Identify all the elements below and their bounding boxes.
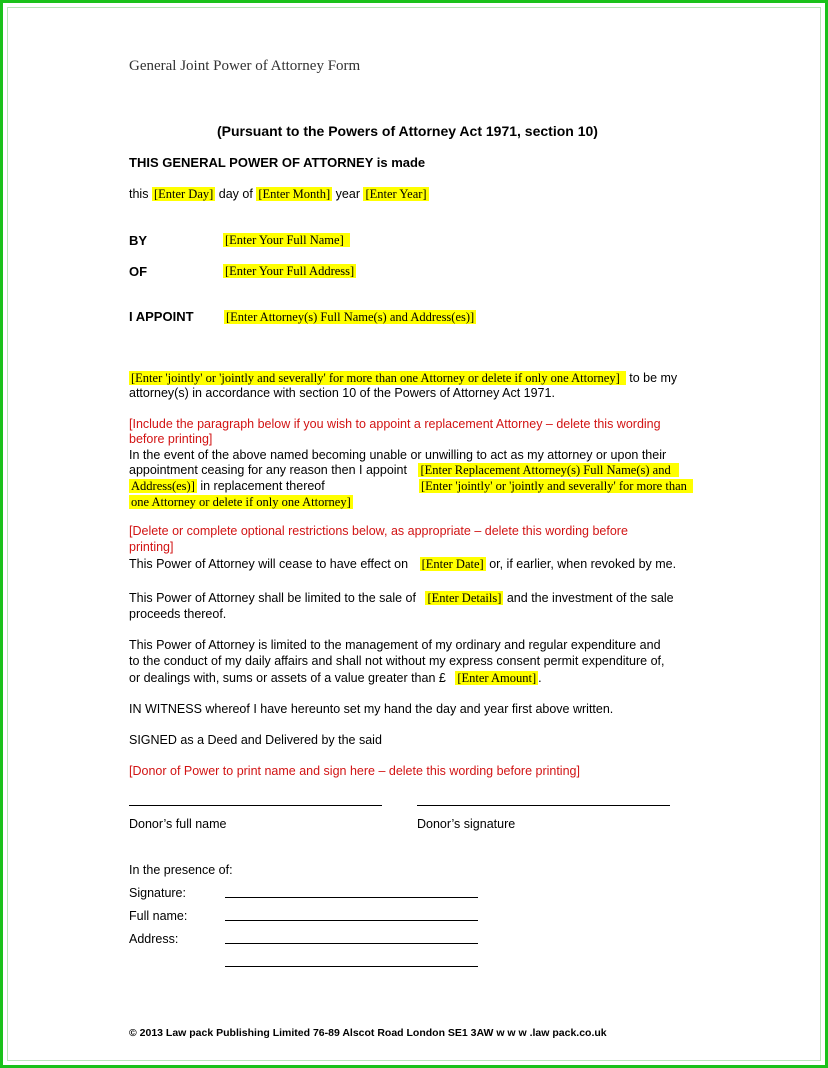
- presence-heading: In the presence of:: [129, 863, 233, 877]
- month-field[interactable]: [Enter Month]: [258, 187, 331, 201]
- replacement-jointly-field[interactable]: [Enter 'jointly' or 'jointly and severally' for more than: [419, 479, 693, 493]
- date-year: year: [335, 187, 360, 201]
- replacement-mid: in replacement thereof: [200, 479, 325, 493]
- document-page: [7, 7, 821, 1061]
- restrictions-note-2: printing]: [129, 540, 174, 554]
- date-line: [129, 187, 429, 203]
- donor-signature-line[interactable]: [417, 805, 670, 806]
- mgmt-prefix: or dealings with, sums or assets of a value greater than £: [129, 671, 446, 685]
- page-title: General Joint Power of Attorney Form: [129, 58, 361, 74]
- restrictions-note-1: [Delete or complete optional restrictions below, as appropriate – delete this wording before: [129, 524, 628, 538]
- jointly-line-2: attorney(s) in accordance with section 10 of the Powers of Attorney Act 1971.: [129, 386, 555, 400]
- replacement-line-4: [129, 495, 353, 511]
- limited-line-2: proceeds thereof.: [129, 607, 227, 621]
- cease-line: [129, 557, 676, 573]
- replacement-jointly-field-2[interactable]: one Attorney or delete if only one Attorney]: [131, 495, 351, 509]
- witness-address-line-2[interactable]: [225, 966, 478, 967]
- signed-line: SIGNED as a Deed and Delivered by the said: [129, 733, 382, 747]
- footer: © 2013 Law pack Publishing Limited 76-89 Alscot Road London SE1 3AW w w w .law pack.co.uk: [129, 1027, 607, 1039]
- witness-line: IN WITNESS whereof I have hereunto set my hand the day and year first above written.: [129, 702, 614, 716]
- witness-name-line[interactable]: [225, 920, 478, 921]
- replacement-note-2: before printing]: [129, 432, 213, 446]
- witness-address-label: Address:: [129, 932, 179, 946]
- limited-suffix: and the investment of the sale: [506, 591, 674, 605]
- cease-date-field[interactable]: [Enter Date]: [421, 557, 484, 571]
- mgmt-line-2: to the conduct of my daily affairs and shall not without my express consent permit expenditure of,: [129, 654, 665, 668]
- donor-name-label: Donor’s full name: [129, 817, 227, 831]
- donor-name-line[interactable]: [129, 805, 382, 806]
- replacement-line-3: [129, 479, 325, 495]
- mgmt-line-3: [129, 671, 542, 687]
- replacement-prefix: appointment ceasing for any reason then I appoint: [129, 463, 407, 477]
- mgmt-suffix: .: [538, 671, 542, 685]
- day-field[interactable]: [Enter Day]: [153, 187, 214, 201]
- replacement-attorney-field[interactable]: [Enter Replacement Attorney(s) Full Name(s) and: [418, 463, 678, 477]
- jointly-field[interactable]: [Enter 'jointly' or 'jointly and severally' for more than one Attorney or delete if only one Attorney]: [129, 371, 626, 385]
- witness-name-label: Full name:: [129, 909, 188, 923]
- limited-prefix: This Power of Attorney shall be limited to the sale of: [129, 591, 416, 605]
- witness-signature-line[interactable]: [225, 897, 478, 898]
- of-field-wrap: [223, 264, 356, 280]
- amount-field[interactable]: [Enter Amount]: [457, 671, 537, 685]
- made-line: THIS GENERAL POWER OF ATTORNEY is made: [129, 155, 426, 170]
- full-address-field[interactable]: [Enter Your Full Address]: [225, 264, 355, 278]
- year-field[interactable]: [Enter Year]: [365, 187, 427, 201]
- full-name-field[interactable]: [Enter Your Full Name]: [223, 233, 350, 247]
- subtitle: (Pursuant to the Powers of Attorney Act 1971, section 10): [217, 123, 598, 139]
- donor-signature-label: Donor’s signature: [417, 817, 516, 831]
- cease-prefix: This Power of Attorney will cease to have effect on: [129, 557, 409, 571]
- attorney-field[interactable]: [Enter Attorney(s) Full Name(s) and Address(es)]: [226, 310, 475, 324]
- mgmt-line-1: This Power of Attorney is limited to the management of my ordinary and regular expenditure and: [129, 638, 661, 652]
- jointly-tail: to be my: [629, 371, 678, 385]
- witness-signature-label: Signature:: [129, 886, 186, 900]
- of-label: OF: [129, 264, 148, 279]
- replacement-jointly-wrap: [419, 479, 693, 495]
- details-field[interactable]: [Enter Details]: [427, 591, 502, 605]
- by-label: BY: [129, 233, 148, 248]
- limited-line-1: [129, 591, 674, 607]
- replacement-line-1: In the event of the above named becoming unable or unwilling to act as my attorney or upon their: [129, 448, 667, 462]
- replacement-address-field[interactable]: Address(es)]: [131, 479, 195, 493]
- date-this: this: [129, 187, 149, 201]
- replacement-note-1: [Include the paragraph below if you wish to appoint a replacement Attorney – delete this wording: [129, 417, 661, 431]
- appoint-field-wrap: [224, 310, 476, 326]
- appoint-label: I APPOINT: [129, 309, 194, 324]
- witness-address-line-1[interactable]: [225, 943, 478, 944]
- donor-note: [Donor of Power to print name and sign here – delete this wording before printing]: [129, 764, 580, 778]
- by-field-wrap: [223, 233, 350, 249]
- date-day-of: day of: [218, 187, 253, 201]
- cease-suffix: or, if earlier, when revoked by me.: [489, 557, 677, 571]
- replacement-line-2: [129, 463, 679, 479]
- jointly-line-1: [129, 371, 677, 387]
